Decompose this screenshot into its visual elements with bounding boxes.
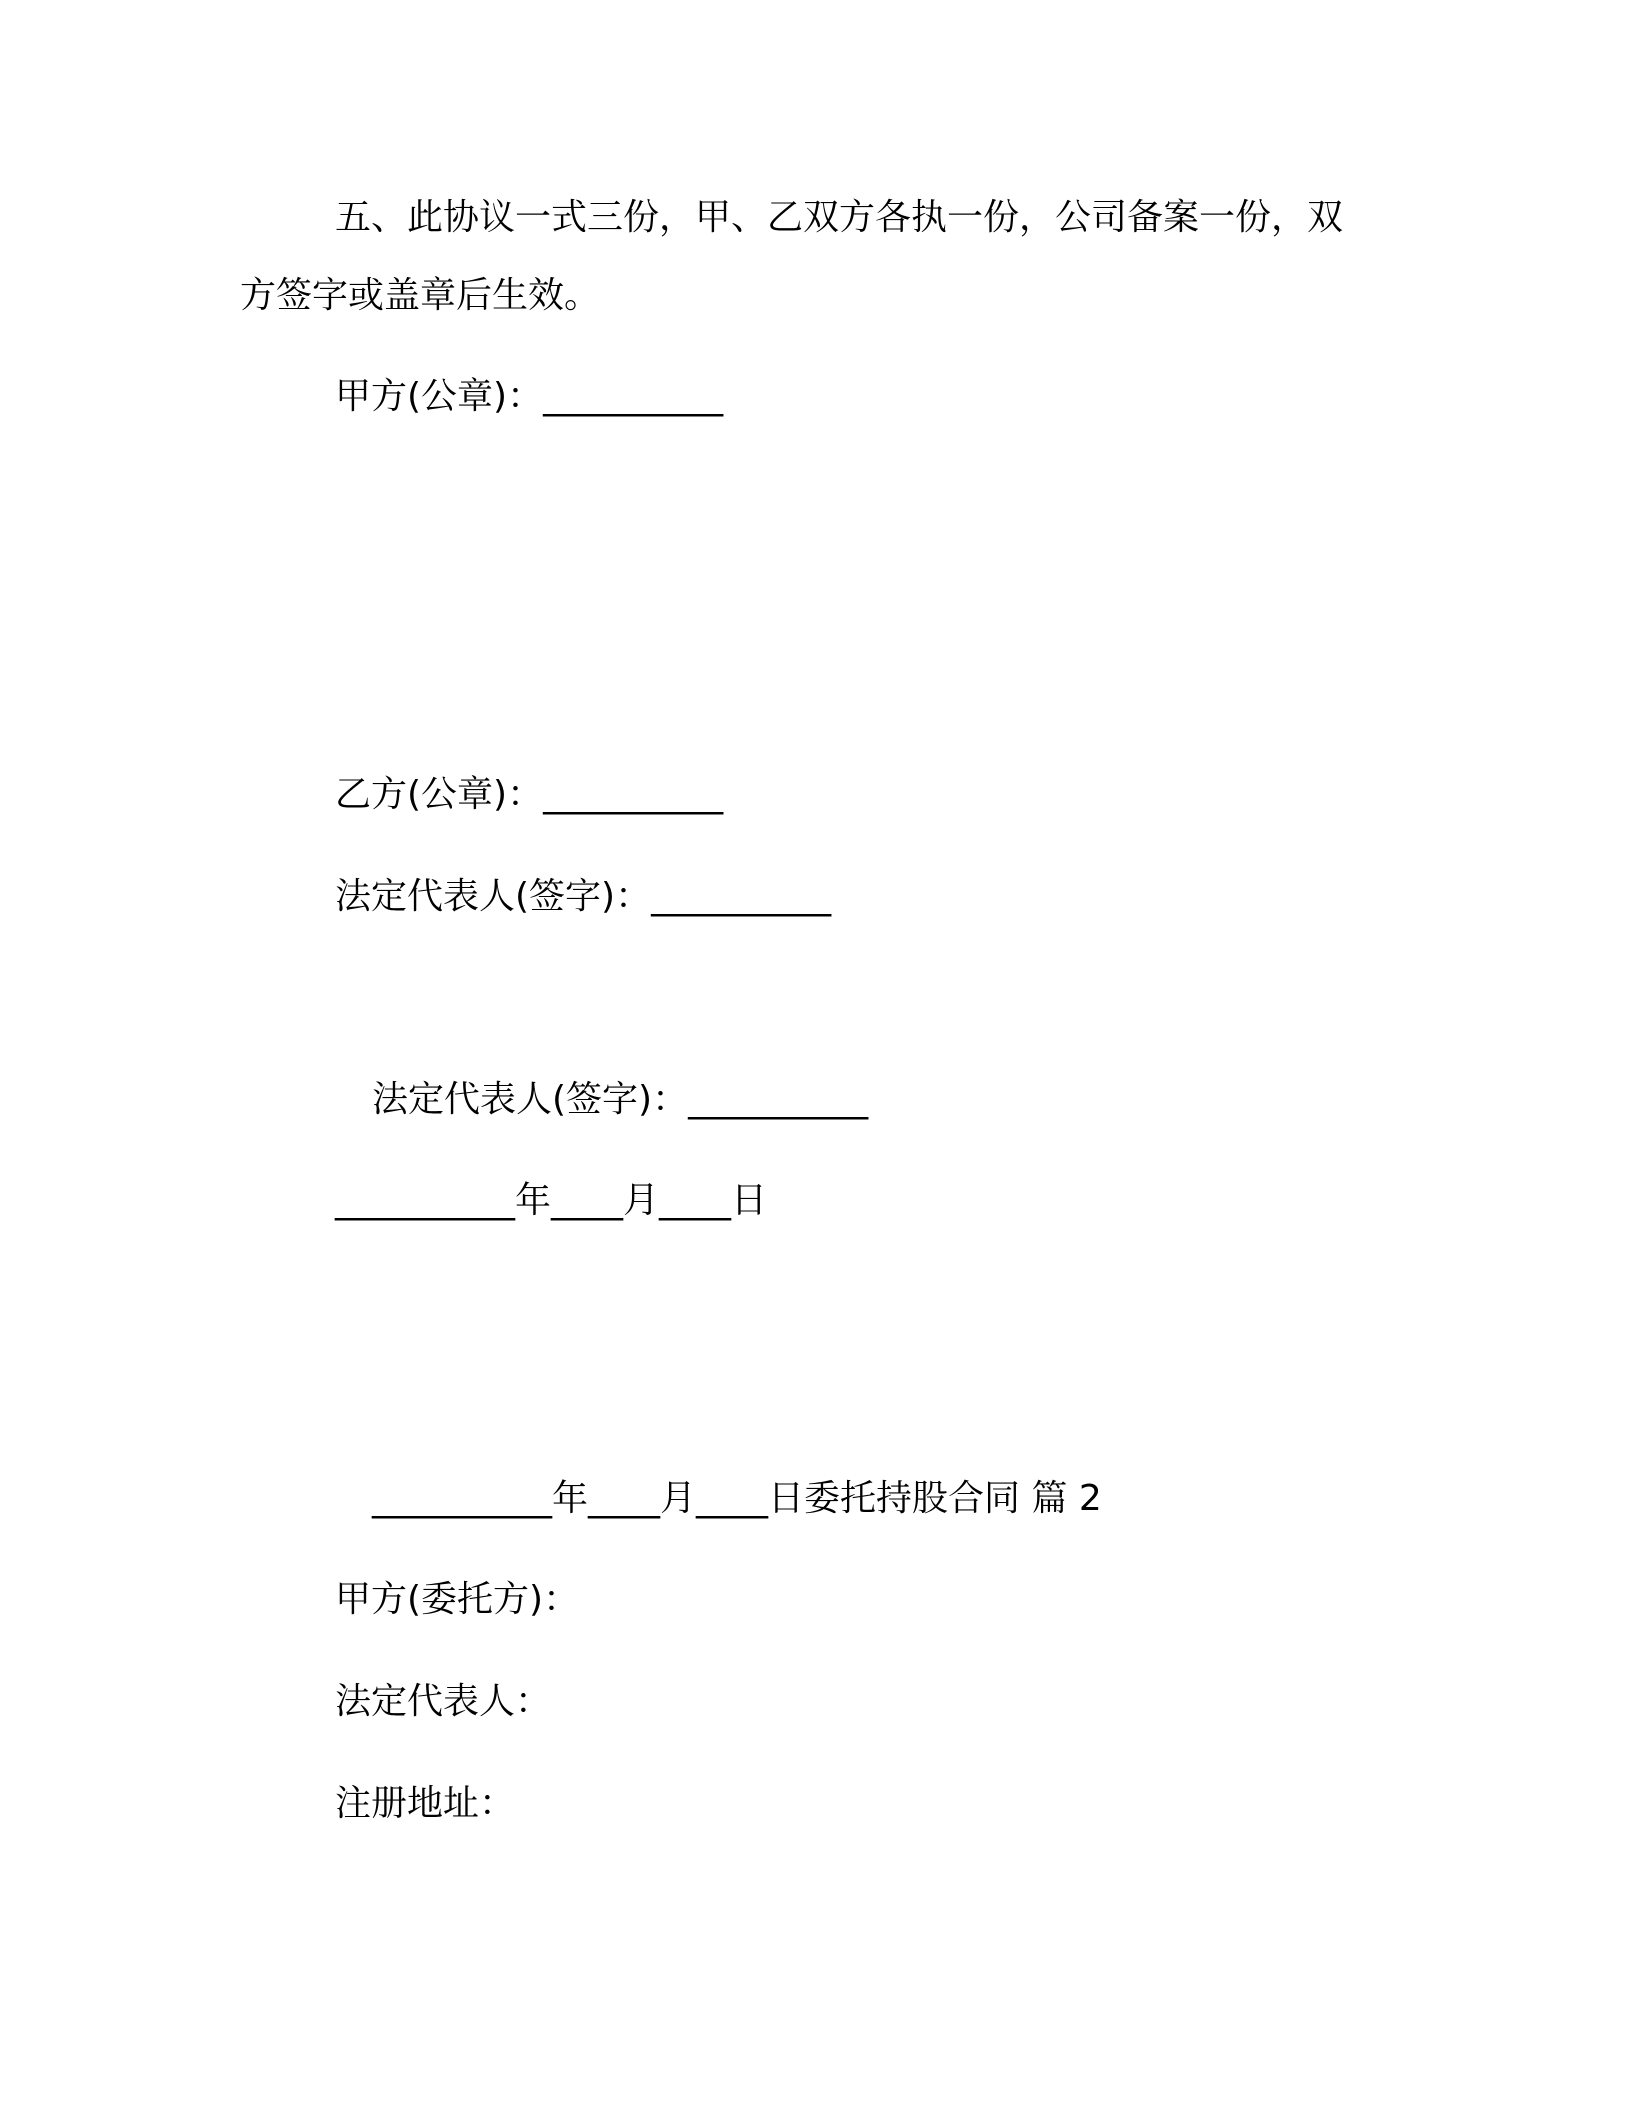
legal-rep-sign-line-1: 法定代表人(签字)：__________ bbox=[335, 876, 832, 917]
principal-label: 甲方(委托方)： bbox=[335, 1579, 580, 1620]
date-line: __________年____月____日 bbox=[335, 1180, 767, 1221]
legal-rep-label: 法定代表人： bbox=[335, 1681, 552, 1722]
clause-5-line-2: 方签字或盖章后生效。 bbox=[240, 275, 601, 316]
party-b-seal-line: 乙方(公章)：__________ bbox=[335, 774, 724, 815]
clause-5-line-1: 五、此协议一式三份，甲、乙双方各执一份，公司备案一份，双 bbox=[335, 197, 1344, 238]
party-a-seal-line: 甲方(公章)：__________ bbox=[335, 376, 724, 417]
section-title: __________年____月____日委托持股合同 篇 2 bbox=[372, 1478, 1102, 1519]
registered-address-label: 注册地址： bbox=[335, 1783, 516, 1824]
legal-rep-sign-line-2: 法定代表人(签字)：__________ bbox=[372, 1079, 869, 1120]
